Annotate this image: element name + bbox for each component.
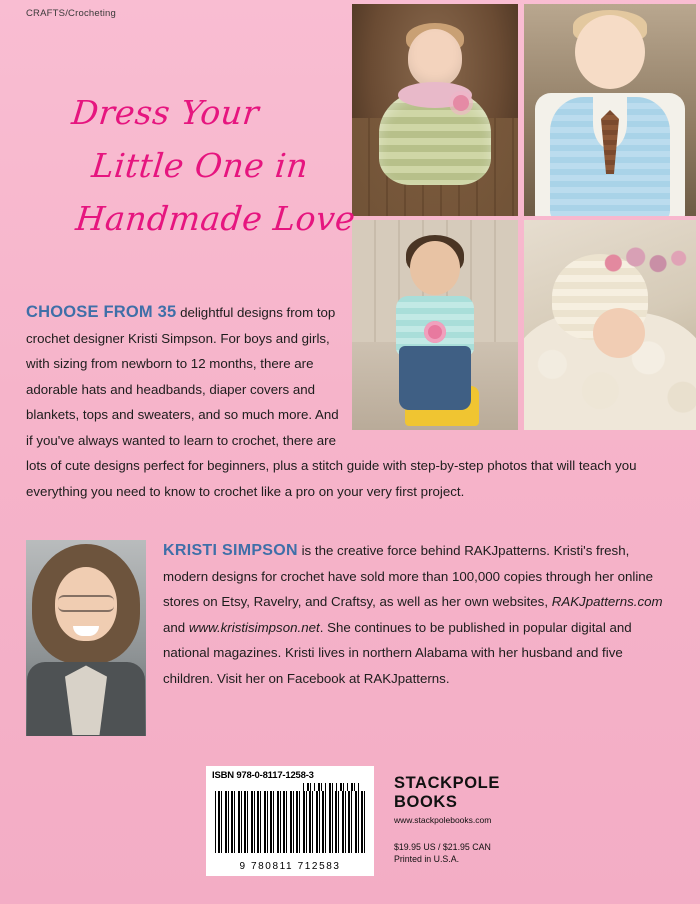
cover-price: $19.95 US / $21.95 CAN bbox=[394, 842, 491, 852]
author-bio bbox=[163, 538, 673, 691]
author-site-2: www.kristisimpson.net bbox=[188, 619, 320, 635]
title-line-2: Little One in bbox=[89, 146, 311, 185]
title-line-1: Dress Your bbox=[69, 93, 261, 132]
isbn-header-row bbox=[207, 767, 373, 781]
bonnet-flowers bbox=[603, 245, 689, 275]
publisher-name-line-1: STACKPOLE bbox=[394, 774, 500, 792]
baby-poncho-photo bbox=[352, 4, 518, 216]
barcode-digits: 9 780811 712583 bbox=[239, 861, 341, 872]
isbn-number: ISBN 978-0-8117-1258-3 bbox=[212, 770, 314, 781]
baby-head bbox=[408, 29, 462, 87]
author-site-1: RAKJpatterns.com bbox=[551, 594, 663, 609]
author-bio-part3: . She continues to be published in popular digital and national magazines. Kristi lives in northern Alabama with her husband and five children. Visit her on Facebook at RAKJpatterns. bbox=[163, 619, 632, 686]
author-portrait bbox=[26, 540, 146, 736]
isbn-barcode-block bbox=[206, 766, 374, 876]
glasses-icon bbox=[58, 595, 114, 612]
boy-vest-photo bbox=[524, 4, 696, 216]
blurb-lead: CHOOSE FROM 35 bbox=[26, 303, 177, 321]
category-line: CRAFTS/Crocheting bbox=[26, 8, 116, 19]
barcode-ean13 bbox=[215, 791, 365, 853]
photo-wrap-spacer bbox=[340, 300, 674, 430]
author-bio-part1: is the creative force behind RAKJpatterns. Kristi's fresh, modern designs for crochet have sold more than 100,000 copies through her online stores on Etsy, Ravelry, and Craftsy, as well as her own websites, bbox=[163, 543, 654, 609]
publisher-name-line-2: BOOKS bbox=[394, 793, 458, 811]
publisher-block bbox=[394, 774, 644, 865]
publisher-url: www.stackpolebooks.com bbox=[394, 815, 492, 825]
description-paragraph bbox=[26, 300, 674, 504]
boy-head bbox=[575, 15, 645, 89]
cover-title bbox=[69, 86, 372, 245]
girl-head bbox=[410, 241, 460, 295]
author-shirt bbox=[65, 665, 107, 735]
title-line-3: Handmade Love bbox=[73, 199, 358, 238]
printed-in: Printed in U.S.A. bbox=[394, 854, 460, 864]
author-name: KRISTI SIMPSON bbox=[163, 542, 298, 559]
blurb-body: delightful designs from top crochet designer Kristi Simpson. For boys and girls, with sizing from newborn to 12 months, there are adorable hats and headbands, diaper covers and blankets, tops and sweaters, and so much more. And if you've always wanted to learn to crochet, there are lots of cute designs perfect for beginners, plus a stitch guide with step-by-step photos that will teach you everything you need to know to crochet like a pro on your very first project. bbox=[26, 305, 637, 499]
author-bio-part2: and bbox=[163, 619, 189, 635]
